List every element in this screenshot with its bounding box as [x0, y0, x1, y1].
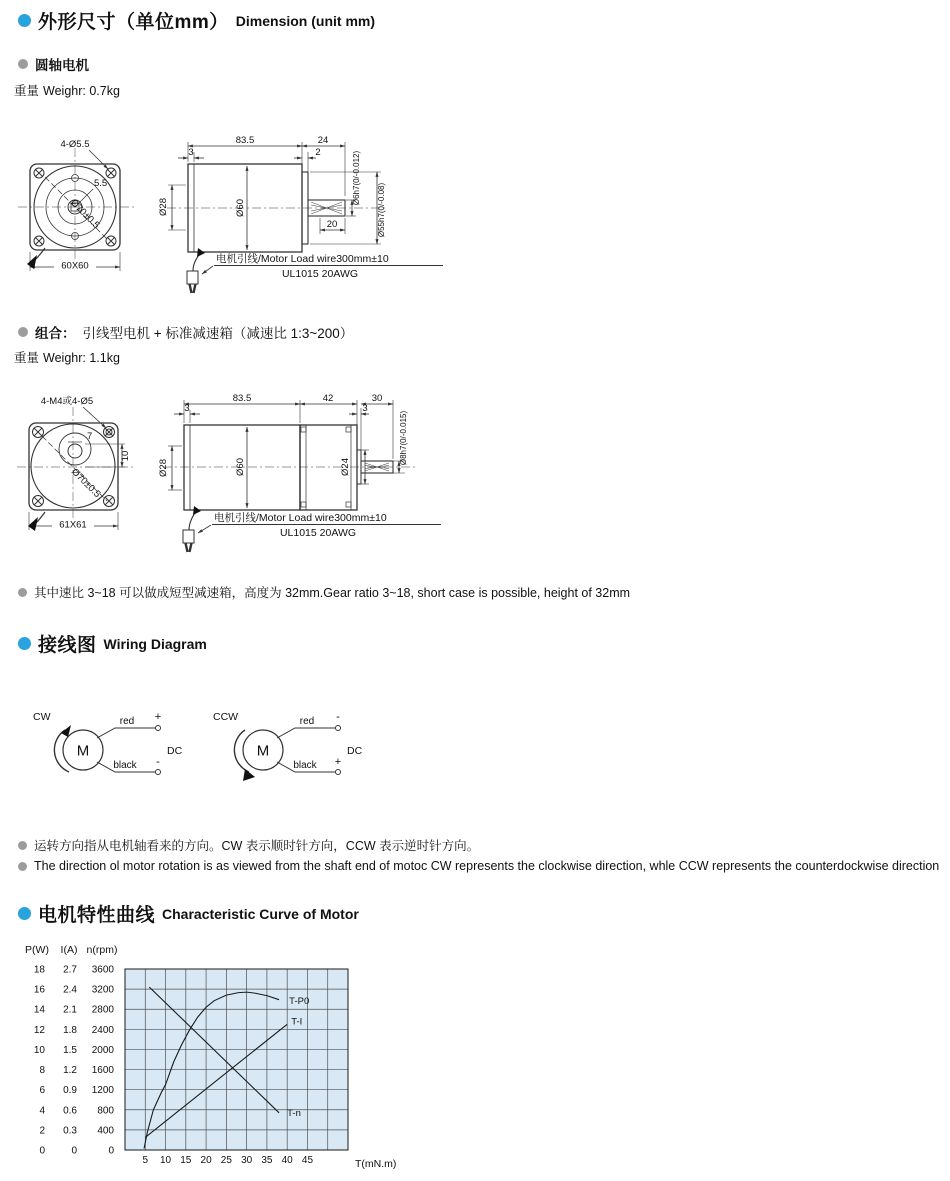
polarity-label: + [154, 711, 162, 723]
note-bullet-icon [18, 841, 27, 850]
note-text: 运转方向指从电机轴看来的方向。CW 表示顺时针方向，CCW 表示逆时针方向。 [34, 839, 480, 853]
y-tick-label: 4 [39, 1105, 45, 1117]
y-tick-label: 12 [33, 1024, 45, 1036]
dim-label-body-d: Ø60 [235, 458, 246, 476]
dim-label-out-d: Ø24 [340, 458, 351, 476]
note-rotation-cn [18, 836, 479, 854]
subsection-round-shaft-motor [18, 54, 89, 74]
y-axis-header: I(A) [60, 944, 78, 956]
wire-label-line1: 电机引线/Motor Load wire300mm±10 [214, 512, 387, 524]
y-tick-label: 2400 [91, 1024, 114, 1036]
note-rotation-en [18, 859, 939, 873]
subsection-title-rest: 引线型电机 + 标准减速箱（减速比 1:3~200） [82, 326, 354, 341]
note-bullet-icon [18, 588, 27, 597]
dim-label-rear-d: Ø28 [158, 198, 169, 216]
terminal-icon [336, 726, 341, 731]
y-tick-label: 2.1 [63, 1004, 77, 1016]
y-tick-label: 0.9 [63, 1085, 77, 1097]
dim-label-gear-len: 42 [322, 393, 334, 404]
section-title-en: Characteristic Curve of Motor [162, 905, 359, 922]
dim-label-body-len: 83.5 [235, 135, 255, 146]
wiring-diagram [15, 702, 395, 794]
wire-pins-icon [186, 543, 192, 552]
dim-label-holes: 4-Ø5.5 [60, 139, 90, 150]
y-tick-label: 0.3 [63, 1125, 77, 1137]
dim-label-holes: 4-M4或4-Ø5 [40, 396, 94, 407]
corner-hole-icon [33, 427, 44, 438]
y-tick-label: 16 [33, 984, 45, 996]
y-tick-label: 6 [39, 1085, 45, 1097]
series-label-T-n: T-n [287, 1107, 301, 1119]
dim-label-body-d: Ø60 [235, 199, 246, 217]
note-text: 其中速比 3~18 可以做成短型减速箱，高度为 32mm.Gear ratio 3~18, short case is possible, height of 32mm [34, 586, 631, 600]
y-tick-label: 1600 [91, 1065, 114, 1077]
weight-label-cn: 重量 [14, 351, 40, 365]
dim-label-boss: 3 [362, 403, 368, 414]
dim-label-offset: 10 [120, 450, 131, 462]
y-tick-label: 2 [39, 1125, 45, 1137]
wire-pins-icon [190, 284, 196, 293]
dim-label-bolt-circle: Ø70±0.5 [69, 466, 103, 500]
rotation-arrow-icon [234, 730, 249, 772]
dim-label-flat-len: 20 [326, 219, 338, 230]
characteristic-curve-chart [20, 940, 420, 1181]
y-axis-header: P(W) [25, 944, 49, 956]
y-tick-label: 14 [33, 1004, 45, 1016]
corner-hole-icon [34, 236, 44, 246]
dim-label-body-len: 83.5 [232, 393, 252, 404]
wire-pigtail-icon [197, 248, 205, 257]
y-tick-label: 0.6 [63, 1105, 77, 1117]
terminal-icon [336, 770, 341, 775]
y-tick-label: 1.5 [63, 1044, 77, 1056]
cw-label: CW [33, 711, 51, 723]
polarity-label: - [156, 756, 160, 768]
y-tick-label: 3200 [91, 984, 114, 996]
corner-hole-icon [106, 168, 116, 178]
y-tick-label: 18 [33, 964, 45, 976]
dim-label-shaft-len: 30 [371, 393, 383, 404]
wire-pigtail-icon [193, 506, 201, 515]
corner-hole-icon [34, 168, 44, 178]
polarity-label: + [334, 756, 342, 768]
corner-hole-icon [106, 236, 116, 246]
dim-label-rear-d: Ø28 [158, 459, 169, 477]
ccw-label: CCW [213, 711, 239, 723]
polarity-label: - [336, 711, 340, 723]
wire-color-label: black [293, 760, 317, 771]
subsection-gearmotor [18, 322, 353, 342]
x-tick-label: 5 [142, 1155, 149, 1166]
subsection-bullet-icon [18, 327, 28, 337]
dim-label-register-d: Ø55h7(0/-0.08) [377, 182, 386, 238]
y-tick-label: 1200 [91, 1085, 114, 1097]
x-tick-label: 35 [261, 1155, 273, 1166]
subsection-bullet-icon [18, 59, 28, 69]
weight-label-cn: 重量 [14, 84, 40, 98]
supply-label: DC [347, 745, 363, 757]
series-label-T-I: T-I [291, 1016, 303, 1028]
dim-label-cap: 3 [184, 403, 190, 414]
note-bullet-icon [18, 862, 27, 871]
x-tick-label: 30 [241, 1155, 253, 1166]
supply-label: DC [167, 745, 183, 757]
wire-label-line2: UL1015 20AWG [281, 268, 359, 280]
section-wiring-header [18, 630, 207, 657]
section-title-en: Wiring Diagram [103, 635, 207, 652]
x-tick-label: 45 [301, 1155, 314, 1166]
terminal-icon [156, 770, 161, 775]
section-title-cn: 电机特性曲线 [38, 905, 156, 926]
dim-label-size: 61X61 [59, 519, 87, 531]
wire-label-line1: 电机引线/Motor Load wire300mm±10 [216, 253, 389, 265]
dim-label-bolt-circle: Ø70±0.5 [68, 197, 102, 231]
x-tick-label: 40 [281, 1155, 293, 1166]
weight-value: Weighr: 1.1kg [43, 351, 120, 365]
y-tick-label: 2.7 [63, 964, 77, 976]
dim-label-cap: 3 [188, 147, 194, 158]
terminal-icon [156, 726, 161, 731]
wire-color-label: black [113, 760, 137, 771]
section-dimension-header [18, 7, 375, 34]
dim-label-key: 5.5 [94, 178, 108, 189]
note-gear-ratio [18, 583, 630, 601]
wiring-ccw [213, 711, 363, 781]
dimension-drawing-motor [15, 122, 635, 317]
dim-label-size: 60X60 [61, 260, 89, 272]
y-tick-label: 1.8 [63, 1024, 77, 1036]
section-bullet-icon [18, 637, 31, 650]
wire-color-label: red [299, 716, 315, 727]
wiring-cw [33, 711, 183, 775]
corner-hole-icon [104, 496, 115, 507]
gearmotor-weight-line [14, 348, 120, 366]
x-tick-label: 15 [180, 1155, 192, 1166]
x-tick-label: 25 [220, 1155, 232, 1166]
subsection-title: 圆轴电机 [35, 58, 89, 73]
dim-label-shaft-d: Ø8h7(0/-0.015) [399, 410, 408, 466]
note-text: The direction ol motor rotation is as viewed from the shaft end of motoc CW represents the clockwise direction, whle CCW represents the counterdockwise direction [34, 859, 940, 873]
section-title-cn: 外形尺寸（单位mm） [38, 12, 229, 33]
wire-color-label: red [119, 716, 135, 727]
rotation-arrowhead-icon [243, 769, 255, 781]
y-tick-label: 8 [39, 1065, 45, 1077]
x-axis-label: T(mN.m) [355, 1158, 397, 1170]
corner-hole-icon [104, 427, 115, 438]
motor-letter: M [256, 742, 270, 760]
y-tick-label: 0 [39, 1145, 45, 1157]
y-tick-label: 2.4 [63, 984, 77, 996]
wire-pigtail-icon [28, 517, 38, 531]
y-tick-label: 0 [71, 1145, 77, 1157]
weight-value: Weighr: 0.7kg [43, 84, 120, 98]
y-axis-header: n(rpm) [86, 944, 118, 956]
y-tick-label: 3600 [91, 964, 114, 976]
y-tick-label: 400 [97, 1125, 114, 1137]
series-label-T-P0: T-P0 [289, 996, 310, 1008]
y-tick-label: 2000 [91, 1044, 114, 1056]
section-title-en: Dimension (unit mm) [235, 12, 376, 29]
wire-label-line2: UL1015 20AWG [279, 527, 357, 539]
dim-label-key: 7 [87, 431, 93, 442]
y-tick-label: 10 [33, 1044, 45, 1056]
dim-label-shaft-d: Ø6h7(0/-0.012) [352, 150, 361, 206]
y-tick-label: 1.2 [63, 1065, 77, 1077]
motor-weight-line [14, 81, 120, 99]
section-bullet-icon [18, 14, 31, 27]
section-bullet-icon [18, 907, 31, 920]
x-tick-label: 20 [200, 1155, 212, 1166]
y-tick-label: 2800 [91, 1004, 114, 1016]
dimension-drawing-gearmotor [15, 378, 635, 573]
section-curve-header [18, 900, 359, 927]
subsection-title-bold: 组合： [35, 326, 76, 341]
section-title-cn: 接线图 [38, 635, 97, 656]
dim-label-shaft-section: 24 [317, 135, 329, 146]
dim-label-step: 2 [315, 147, 321, 158]
motor-letter: M [76, 742, 90, 760]
corner-hole-icon [33, 496, 44, 507]
y-tick-label: 800 [97, 1105, 114, 1117]
x-tick-label: 10 [159, 1155, 172, 1166]
y-tick-label: 0 [108, 1145, 114, 1157]
